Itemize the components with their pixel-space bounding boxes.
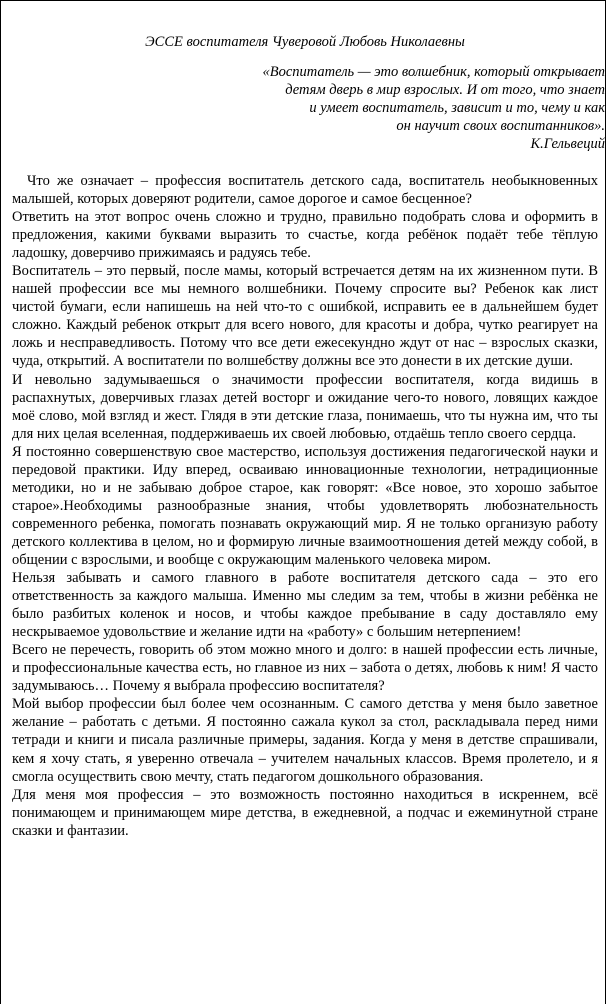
paragraph: И невольно задумываешься о значимости профессии воспитателя, когда видишь в распахнутых, доверчивых глазах детей восторг и ожидание чего-то нового, ловящих каждое моё слово, мой взгляд и жест. Глядя в эти детские глаза, понимаешь, что ты нужна им, что ты для них целая вселенная, поддерживаешь их своей любовью, отдаёшь тепло своего сердца. <box>12 371 598 442</box>
epigraph-line: он научит своих воспитанников». <box>396 118 605 134</box>
epigraph-line: и умеет воспитатель, зависит и то, чему и как <box>309 100 605 116</box>
essay-title: ЭССЕ воспитателя Чуверовой Любовь Николаевны <box>145 34 465 50</box>
essay-body <box>12 172 598 840</box>
epigraph-line: детям дверь в мир взрослых. И от того, что знает <box>285 82 605 98</box>
paragraph: Воспитатель – это первый, после мамы, который встречается детям на их жизненном пути. В нашей профессии все мы немного волшебники. Почему спросите вы? Ребенок как лист чистой бумаги, если напишешь на ней что-то с ошибкой, исправить ее в дальнейшем будет сложно. Каждый ребенок открыт для всего нового, для красоты и добра, чутко реагирует на ложь и несправедливость. Потому что все дети ежесекундно ждут от нас – взрослых сказки, чуда, открытий. А воспитатели по волшебству должны все это донести в их детские души. <box>12 263 598 370</box>
epigraph-author: К.Гельвеций <box>530 136 605 152</box>
paragraph: Что же означает – профессия воспитатель детского сада, воспитатель необыкновенных малышей, которых доверяют родители, самое дорогое и самое бесценное? <box>12 173 598 208</box>
paragraph: Мой выбор профессии был более чем осознанным. С самого детства у меня было заветное желание – работать с детьми. Я постоянно сажала кукол за стол, раскладывала перед ними тетради и книги и писала различные примеры, задания. Когда у меня в детстве спрашивали, кем я хочу стать, я уверенно отвечала – учителем начальных классов. Время пролетело, и я смогла осуществить свою мечту, стать педагогом дошкольного образования. <box>12 696 598 785</box>
paragraph: Нельзя забывать и самого главного в работе воспитателя детского сада – это его ответственность за каждого малыша. Именно мы следим за тем, чтобы в жизни ребёнка не было разбитых коленок и носов, и чтобы каждое пребывание в саду доставляло ему нескрываемое удовольствие и желание идти на «работу» с большим нетерпением! <box>12 570 598 641</box>
paragraph: Ответить на этот вопрос очень сложно и трудно, правильно подобрать слова и оформить в предложения, какими буквами выразить то счастье, когда ребёнок подаёт тебе тёплую ладошку, доверчиво прижимаясь и радуясь тебе. <box>12 209 598 262</box>
paragraph: Я постоянно совершенствую свое мастерство, используя достижения педагогической науки и передовой практики. Иду вперед, осваиваю инновационные технологии, нетрадиционные методики, но и не забываю доброе старое, как говорят: «Все новое, это хорошо забытое старое».Необходимы разнообразные знания, чтобы удовлетворять любознательность современного ребенка, помогать познавать окружающий мир. Я не только организую работу детского коллектива в целом, но и формирую личные взаимоотношения детей между собой, в общении с взрослыми, и вообще с окружающим маленького человека миром. <box>12 443 598 568</box>
paragraph: Всего не перечесть, говорить об этом можно много и долго: в нашей профессии есть личные, и профессиональные качества есть, но главное из них – забота о детях, любовь к ним! Я часто задумываюсь… Почему я выбрала профессию воспитателя? <box>12 642 598 695</box>
epigraph-line: «Воспитатель — это волшебник, который открывает <box>262 64 605 80</box>
paragraph: Для меня моя профессия – это возможность постоянно находиться в искреннем, всё понимающем и принимающем мире детства, в ежедневной, а подчас и ежеминутной стране сказки и фантазии. <box>12 786 598 839</box>
epigraph <box>185 63 605 153</box>
